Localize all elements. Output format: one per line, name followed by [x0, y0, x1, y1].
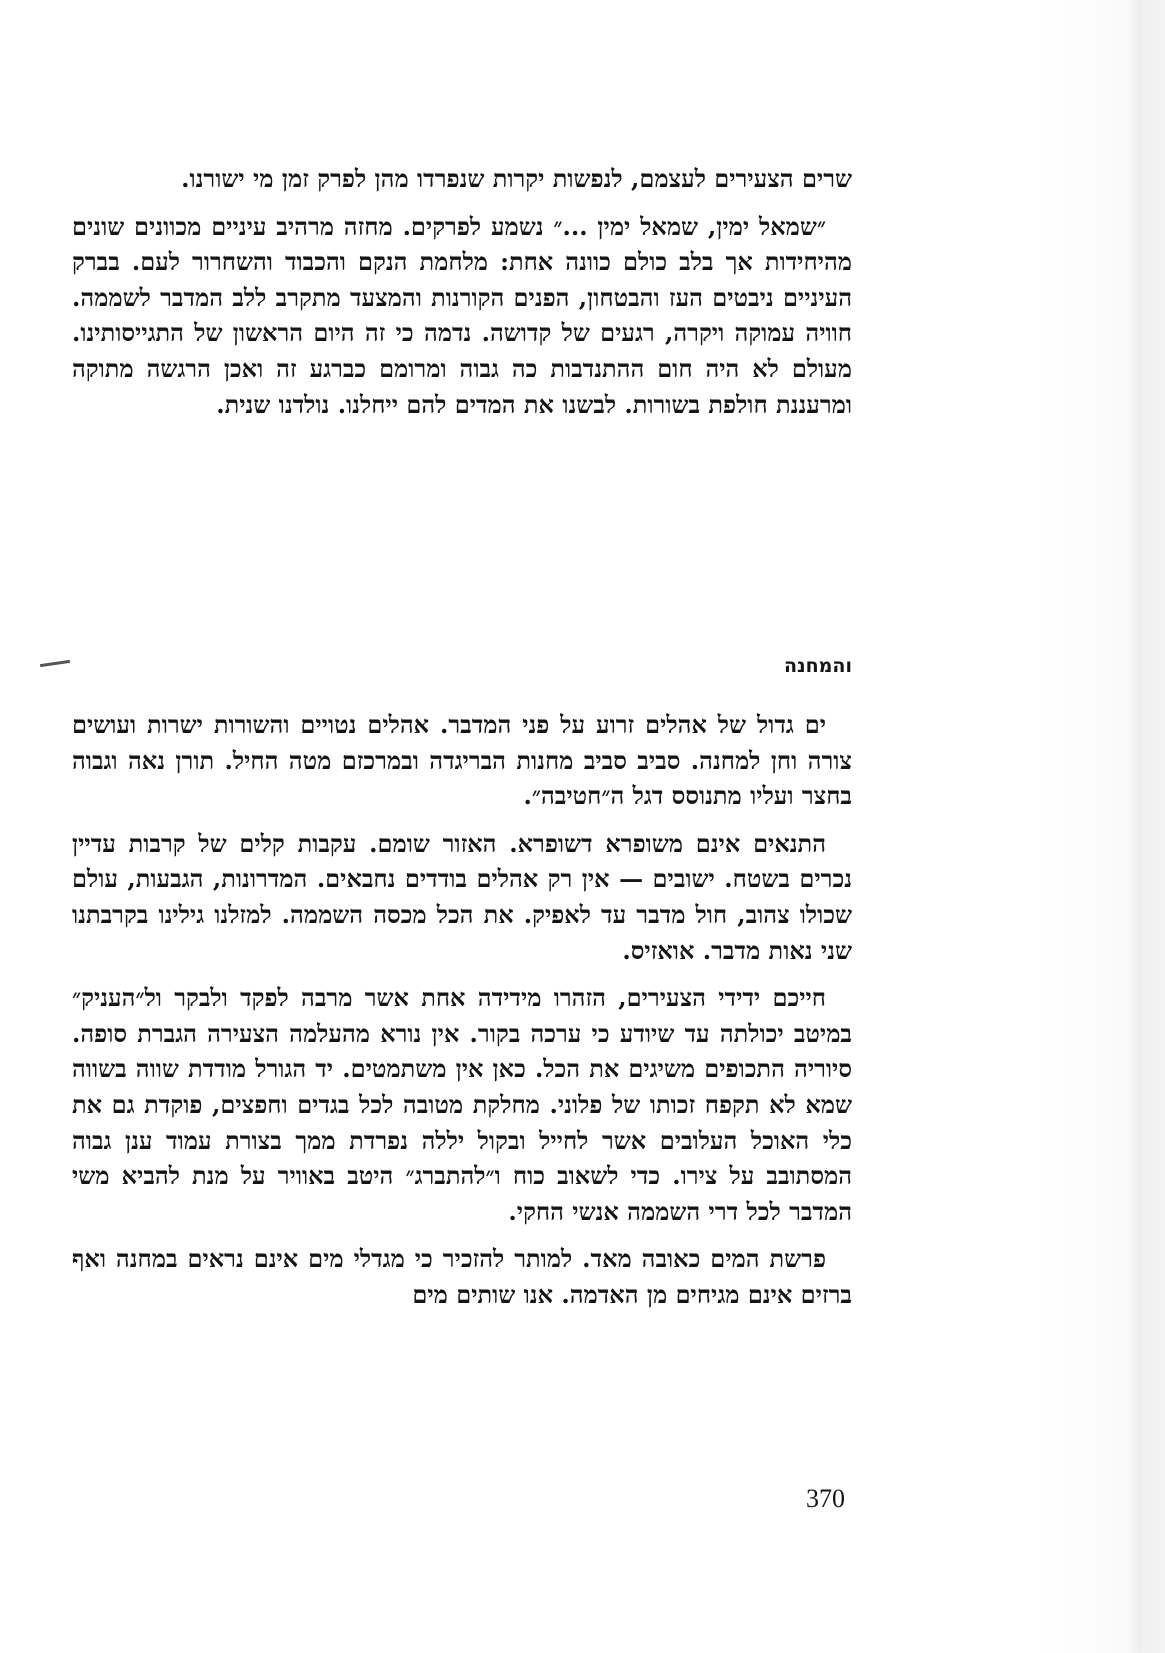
page-number: 370	[806, 1484, 845, 1513]
bottom-text-section	[72, 707, 852, 1313]
page-edge-shadow	[1035, 0, 1165, 1653]
paragraph: ״שמאל ימין, שמאל ימין ...״ נשמע לפרקים. מחזה מרהיב עיניים מכוונים שונים מהיחידות אך בלב כולם כוונה אחת: מלחמת הנקם והכבוד והשחרור לעם. בברק העיניים ניבטים העז והבטחון, הפנים הקורנות והמצעד מתקרב ללב המדבר לשממה. חוויה עמוקה ויקרה, רגעים של קדושה. נדמה כי זה היום הראשון של התגייסותינו. מעולם לא היה חום ההתנדבות כה גבוה ומרומם כברגע זה ואכן הרגשה מתוקה ומרעננת חולפת בשורות. לבשנו את המדים להם ייחלנו. נולדנו שנית.	[72, 211, 852, 419]
top-text-section	[72, 161, 852, 422]
paragraph: חייכם ידידי הצעירים, הזהרו מידידה אחת אשר מרבה לפקד ולבקר ול״העניק״ במיטב יכולתה עד שיודע כי ערכה בקור. אין נורא מהעלמה הצעירה הגברת סופה. סיוריה התכופים משיגים את הכל. כאן אין משתמטים. יד הגורל מודדת שווה בשווה שמא לא תקפח זכותו של פלוני. מחלקת מטובה לכל בגדים וחפצים, פוקדת גם את כלי האוכל העלובים אשר לחייל ובקול יללה נפרדת ממך בצורת עמוד ענן גבוה המסתובב על צירו. כדי לשאוב כוח ו״להתברג״ היטב באוויר על מנת להביא משי המדבר לכל דרי השממה אנשי החקי.	[72, 983, 852, 1226]
paragraph: ים גדול של אהלים זרוע על פני המדבר. אהלים נטויים והשורות ישרות ועושים צורה וחן למחנה. סביב סביב מחנות הבריגדה ובמרכזם מטה החיל. תורן נאה וגבוה בחצר ועליו מתנוסס דגל ה״חטיבה״.	[72, 710, 852, 811]
paragraph: שרים הצעירים לעצמם, לנפשות יקרות שנפרדו מהן לפרק זמן מי ישורנו.	[181, 164, 852, 193]
section-heading: והמחנה	[783, 655, 852, 677]
margin-mark	[40, 660, 70, 667]
paragraph: פרשת המים כאובה מאד. למותר להזכיר כי מגדלי מים אינם נראים במחנה ואף ברזים אינם מגיחים מן האדמה. אנו שותים מים	[72, 1244, 852, 1309]
paragraph: התנאים אינם משופרא דשופרא. האזור שומם. עקבות קלים של קרבות עדיין נכרים בשטח. ישובים — אין רק אהלים בודדים נחבאים. המדרונות, הגבעות, עולם שכולו צהוב, חול מדבר עד לאפיק. את הכל מכסה השממה. למזלנו גילינו בקרבתנו שני נאות מדבר. אואזיס.	[72, 828, 852, 965]
